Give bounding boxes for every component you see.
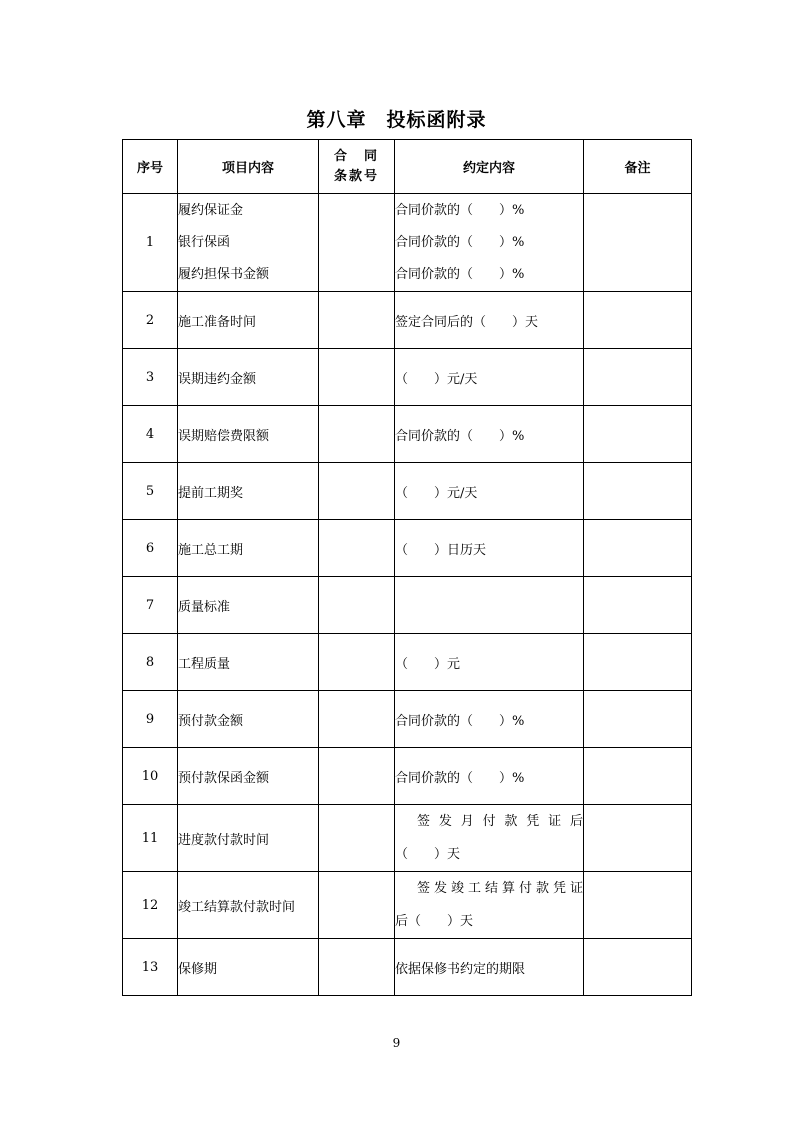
table-row xyxy=(123,194,692,292)
agreement-cell xyxy=(395,872,584,939)
seq-cell: 8 xyxy=(123,634,178,691)
item-line: 履约保证金 xyxy=(178,202,244,218)
table-row xyxy=(123,939,692,996)
table-row xyxy=(123,520,692,577)
agreement-line: 合同价款的（ ）% xyxy=(395,266,525,282)
remarks-cell xyxy=(584,748,692,805)
seq-cell: 1 xyxy=(123,194,178,292)
agreement-line: 签发竣工结算付款凭证 xyxy=(417,881,583,896)
clause-cell xyxy=(319,292,395,349)
agreement-cell: （ ）日历天 xyxy=(395,520,584,577)
agreement-cell: 合同价款的（ ）% xyxy=(395,406,584,463)
item-cell: 保修期 xyxy=(178,939,319,996)
seq-cell: 4 xyxy=(123,406,178,463)
agreement-cell xyxy=(395,805,584,872)
clause-cell xyxy=(319,939,395,996)
header-remarks: 备注 xyxy=(584,140,692,194)
item-line: 履约担保书金额 xyxy=(178,266,270,282)
clause-cell xyxy=(319,520,395,577)
clause-cell xyxy=(319,805,395,872)
agreement-line: 后（ ）天 xyxy=(395,914,474,929)
clause-cell xyxy=(319,349,395,406)
seq-cell: 7 xyxy=(123,577,178,634)
header-clause-line2: 条款号 xyxy=(333,168,379,184)
remarks-cell xyxy=(584,406,692,463)
item-cell: 预付款金额 xyxy=(178,691,319,748)
agreement-cell: 签定合同后的（ ）天 xyxy=(395,292,584,349)
table-row xyxy=(123,634,692,691)
table-row xyxy=(123,748,692,805)
agreement-line: 合同价款的（ ）% xyxy=(395,202,525,218)
table-row xyxy=(123,872,692,939)
header-clause-line1: 合 同 xyxy=(333,148,379,164)
header-item: 项目内容 xyxy=(178,140,319,194)
page-number: 9 xyxy=(392,1036,401,1050)
clause-cell xyxy=(319,748,395,805)
table-header-row xyxy=(123,140,692,194)
header-seq: 序号 xyxy=(123,140,178,194)
item-cell: 施工准备时间 xyxy=(178,292,319,349)
remarks-cell xyxy=(584,634,692,691)
seq-cell: 5 xyxy=(123,463,178,520)
clause-cell xyxy=(319,872,395,939)
table-row xyxy=(123,691,692,748)
remarks-cell xyxy=(584,520,692,577)
table-row xyxy=(123,577,692,634)
remarks-cell xyxy=(584,349,692,406)
agreement-line: （ ）天 xyxy=(395,847,461,862)
remarks-cell xyxy=(584,939,692,996)
item-cell: 误期违约金额 xyxy=(178,349,319,406)
clause-cell xyxy=(319,634,395,691)
remarks-cell xyxy=(584,872,692,939)
seq-cell: 9 xyxy=(123,691,178,748)
seq-cell: 3 xyxy=(123,349,178,406)
clause-cell xyxy=(319,194,395,292)
table-row xyxy=(123,805,692,872)
agreement-line: 合同价款的（ ）% xyxy=(395,234,525,250)
header-clause xyxy=(319,140,395,194)
remarks-cell xyxy=(584,805,692,872)
item-cell: 预付款保函金额 xyxy=(178,748,319,805)
remarks-cell xyxy=(584,463,692,520)
agreement-line: 签发月付款凭证后 xyxy=(417,814,583,829)
clause-cell xyxy=(319,406,395,463)
seq-cell: 13 xyxy=(123,939,178,996)
table-row xyxy=(123,292,692,349)
item-line: 银行保函 xyxy=(178,234,231,250)
table-row xyxy=(123,463,692,520)
item-cell: 提前工期奖 xyxy=(178,463,319,520)
remarks-cell xyxy=(584,577,692,634)
item-cell: 工程质量 xyxy=(178,634,319,691)
seq-cell: 10 xyxy=(123,748,178,805)
page-title: 第八章 投标函附录 xyxy=(306,109,487,131)
agreement-cell: 合同价款的（ ）% xyxy=(395,748,584,805)
agreement-cell: （ ）元/天 xyxy=(395,463,584,520)
header-agreement: 约定内容 xyxy=(395,140,584,194)
seq-cell: 11 xyxy=(123,805,178,872)
appendix-table xyxy=(122,139,692,996)
remarks-cell xyxy=(584,691,692,748)
item-cell xyxy=(178,194,319,292)
item-cell: 质量标准 xyxy=(178,577,319,634)
clause-cell xyxy=(319,577,395,634)
item-cell: 进度款付款时间 xyxy=(178,805,319,872)
table-row xyxy=(123,349,692,406)
table-row xyxy=(123,406,692,463)
agreement-cell: 依据保修书约定的期限 xyxy=(395,939,584,996)
remarks-cell xyxy=(584,194,692,292)
seq-cell: 2 xyxy=(123,292,178,349)
agreement-cell xyxy=(395,577,584,634)
seq-cell: 6 xyxy=(123,520,178,577)
agreement-cell: （ ）元/天 xyxy=(395,349,584,406)
agreement-cell xyxy=(395,194,584,292)
item-cell: 施工总工期 xyxy=(178,520,319,577)
clause-cell xyxy=(319,463,395,520)
item-cell: 误期赔偿费限额 xyxy=(178,406,319,463)
agreement-cell: （ ）元 xyxy=(395,634,584,691)
agreement-cell: 合同价款的（ ）% xyxy=(395,691,584,748)
item-cell: 竣工结算款付款时间 xyxy=(178,872,319,939)
seq-cell: 12 xyxy=(123,872,178,939)
remarks-cell xyxy=(584,292,692,349)
clause-cell xyxy=(319,691,395,748)
